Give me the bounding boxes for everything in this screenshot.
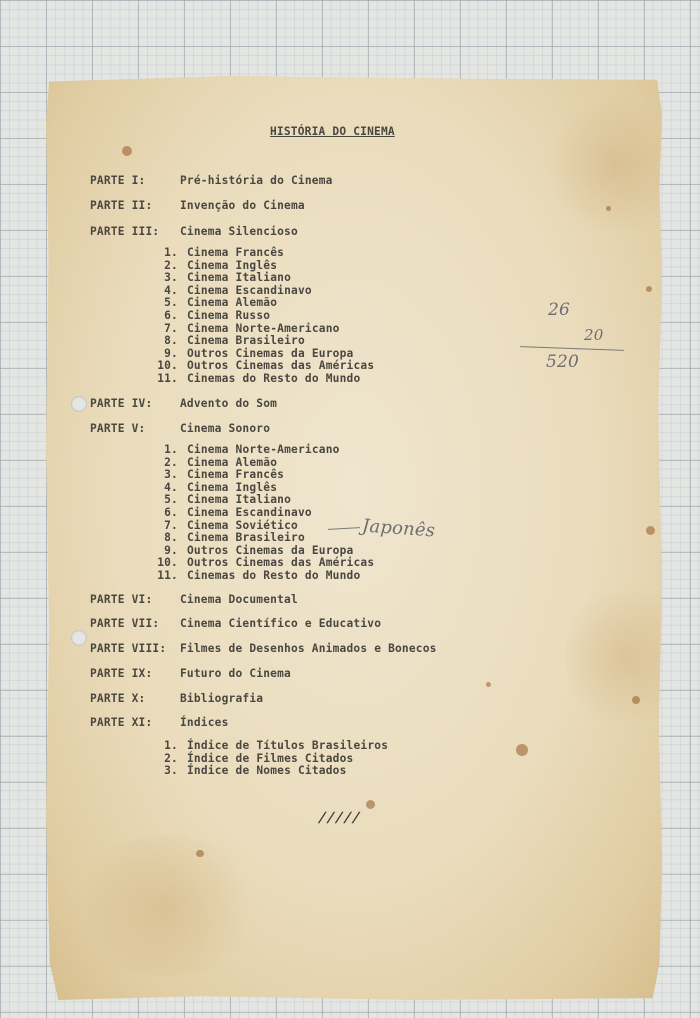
list-item	[150, 334, 305, 347]
list-item	[150, 372, 360, 385]
item-text: Outros Cinemas da Europa	[187, 543, 354, 557]
item-number: 9.	[164, 543, 178, 557]
part-title: Cinema Silencioso	[180, 225, 298, 238]
item-text: Cinema Alemão	[187, 296, 278, 310]
item-number: 2.	[164, 258, 178, 272]
part-title: Invenção do Cinema	[180, 199, 305, 212]
item-text: Cinemas do Resto do Mundo	[187, 372, 361, 385]
item-text: Cinema Inglês	[187, 258, 278, 272]
list-item	[150, 359, 374, 372]
item-text: Cinema Alemão	[187, 455, 278, 469]
item-text: Cinema Italiano	[187, 271, 292, 285]
item-text: Índice de Nomes Citados	[187, 764, 347, 778]
part-label: PARTE VI:	[90, 593, 153, 606]
item-text: Outros Cinemas da Europa	[187, 346, 354, 360]
item-number: 1.	[164, 443, 178, 456]
item-text: Cinema Soviético	[187, 518, 298, 532]
part-title: Índices	[180, 716, 229, 729]
item-number: 6.	[164, 506, 178, 519]
item-text: Cinema Norte-Americano	[187, 443, 340, 456]
item-text: Cinema Escandinavo	[187, 283, 312, 297]
list-item	[150, 271, 291, 284]
list-item	[150, 556, 374, 569]
list-item	[150, 531, 305, 544]
part-label: PARTE I:	[90, 174, 146, 187]
item-number: 8.	[164, 334, 178, 348]
pencil-stroke	[328, 527, 360, 530]
item-text: Cinema Inglês	[187, 480, 278, 494]
item-text: Cinema Escandinavo	[187, 506, 312, 519]
item-number: 2.	[164, 455, 178, 469]
item-number: 8.	[164, 531, 178, 545]
list-item	[150, 481, 277, 494]
item-text: Cinema Brasileiro	[187, 334, 305, 348]
item-text: Outros Cinemas das Américas	[187, 359, 375, 373]
item-number: 11.	[157, 569, 178, 582]
item-number: 10.	[157, 556, 178, 570]
item-text: Cinemas do Resto do Mundo	[187, 569, 361, 582]
part-label: PARTE XI:	[90, 716, 153, 729]
list-item	[150, 493, 291, 506]
part-title: Bibliografia	[180, 692, 264, 705]
list-item	[150, 347, 353, 360]
list-item	[150, 309, 270, 322]
list-item	[150, 284, 312, 297]
part-title: Pré-história do Cinema	[180, 174, 333, 187]
list-item	[150, 322, 340, 335]
item-number: 3.	[164, 271, 178, 285]
pencil-calc-line	[520, 346, 624, 351]
list-item	[150, 246, 284, 259]
part-title: Futuro do Cinema	[180, 667, 291, 680]
part-title: Cinema Documental	[180, 593, 298, 606]
item-number: 7.	[164, 321, 178, 335]
part-label: PARTE II:	[90, 199, 153, 212]
part-title: Cinema Científico e Educativo	[180, 617, 382, 630]
list-item	[150, 569, 360, 582]
item-text: Índice de Títulos Brasileiros	[187, 739, 389, 752]
list-item	[150, 519, 298, 532]
pencil-calc-result: 520	[546, 352, 580, 372]
list-item	[150, 739, 388, 752]
item-text: Cinema Norte-Americano	[187, 321, 340, 335]
list-item	[150, 443, 340, 456]
part-label: PARTE IX:	[90, 667, 153, 680]
part-title: Filmes de Desenhos Animados e Bonecos	[180, 642, 437, 655]
item-text: Cinema Italiano	[187, 493, 292, 507]
item-number: 6.	[164, 309, 178, 322]
item-number: 10.	[157, 359, 178, 373]
part-label: PARTE VIII:	[90, 642, 167, 655]
item-text: Cinema Francês	[187, 468, 285, 482]
item-number: 5.	[164, 296, 178, 310]
item-number: 3.	[164, 468, 178, 482]
item-number: 3.	[164, 764, 178, 778]
list-item	[150, 506, 312, 519]
pencil-calc-top: 26	[548, 300, 571, 320]
item-text: Cinema Russo	[187, 309, 271, 322]
list-item	[150, 456, 277, 469]
item-number: 11.	[157, 372, 178, 385]
part-title: Advento do Som	[180, 397, 278, 410]
item-number: 1.	[164, 246, 178, 259]
item-number: 2.	[164, 751, 178, 765]
item-number: 5.	[164, 493, 178, 507]
item-number: 4.	[164, 480, 178, 494]
item-number: 4.	[164, 283, 178, 297]
item-text: Outros Cinemas das Américas	[187, 556, 375, 570]
list-item	[150, 544, 353, 557]
part-label: PARTE X:	[90, 692, 146, 705]
list-item	[150, 764, 347, 777]
part-label: PARTE VII:	[90, 617, 160, 630]
item-text: Cinema Brasileiro	[187, 531, 305, 545]
list-item	[150, 752, 353, 765]
item-number: 9.	[164, 346, 178, 360]
pencil-note-japones: Japonês	[361, 515, 436, 542]
part-title: Cinema Sonoro	[180, 422, 271, 435]
part-label: PARTE III:	[90, 225, 160, 238]
end-mark: /////	[316, 810, 362, 826]
part-label: PARTE V:	[90, 422, 146, 435]
item-number: 1.	[164, 739, 178, 752]
pencil-calc-multiplier: 20	[584, 326, 604, 344]
list-item	[150, 259, 277, 272]
list-item	[150, 296, 277, 309]
document-title: HISTÓRIA DO CINEMA	[270, 125, 395, 138]
item-text: Cinema Francês	[187, 246, 285, 259]
list-item	[150, 468, 284, 481]
item-text: Índice de Filmes Citados	[187, 751, 354, 765]
item-number: 7.	[164, 518, 178, 532]
part-label: PARTE IV:	[90, 397, 153, 410]
